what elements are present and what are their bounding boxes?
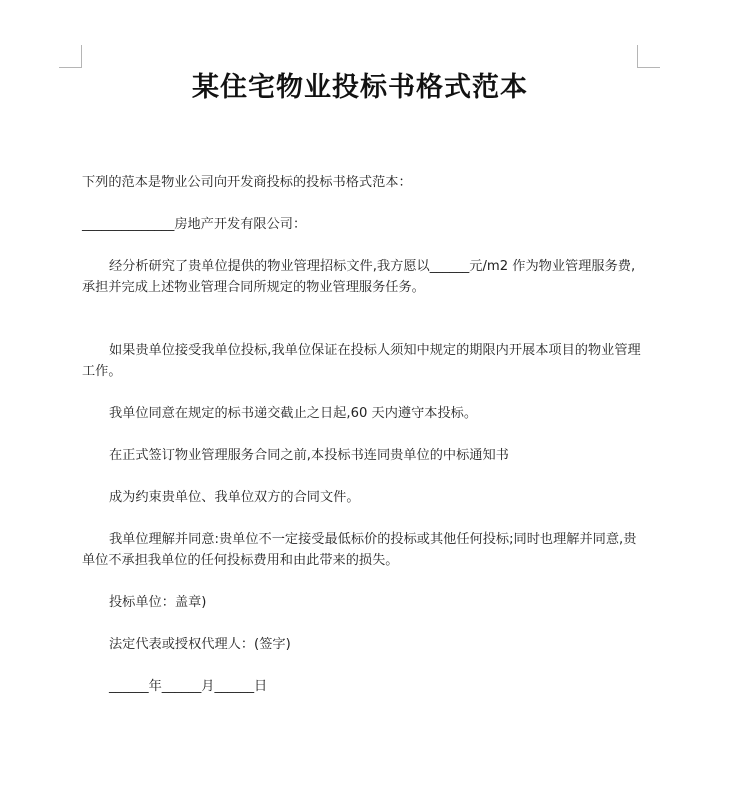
binding-paragraph: 成为约束贵单位、我单位双方的合同文件。: [109, 490, 360, 505]
acceptance-paragraph: 如果贵单位接受我单位投标,我单位保证在投标人须知中规定的期限内开展本项目的物业管理工作。: [82, 343, 641, 379]
addressee-line: ______________房地产开发有限公司：: [82, 217, 307, 232]
bidder-seal-line: 投标单位：盖章): [109, 595, 207, 610]
date-line: ______年______月______日: [109, 679, 268, 694]
paragraph-spacer: [82, 319, 642, 340]
understanding-paragraph: 我单位理解并同意:贵单位不一定接受最低标价的投标或其他任何投标;同时也理解并同意,贵单位不承担我单位的任何投标费用和由此带来的损失。: [82, 532, 637, 568]
document-body: [82, 172, 642, 718]
page-corner-mark-top-left: [59, 45, 82, 68]
page-corner-mark-top-right: [637, 45, 660, 68]
intro-paragraph: 下列的范本是物业公司向开发商投标的投标书格式范本：: [82, 175, 412, 190]
representative-signature-line: 法定代表或授权代理人：(签字): [109, 637, 291, 652]
fee-paragraph: 经分析研究了贵单位提供的物业管理招标文件,我方愿以______元/m2 作为物业管理服务费,承担并完成上述物业管理合同所规定的物业管理服务任务。: [82, 259, 636, 295]
validity-paragraph: 我单位同意在规定的标书递交截止之日起,60 天内遵守本投标。: [109, 406, 478, 421]
document-title: 某住宅物业投标书格式范本: [192, 72, 528, 103]
contract-paragraph: 在正式签订物业管理服务合同之前,本投标书连同贵单位的中标通知书: [109, 448, 509, 463]
